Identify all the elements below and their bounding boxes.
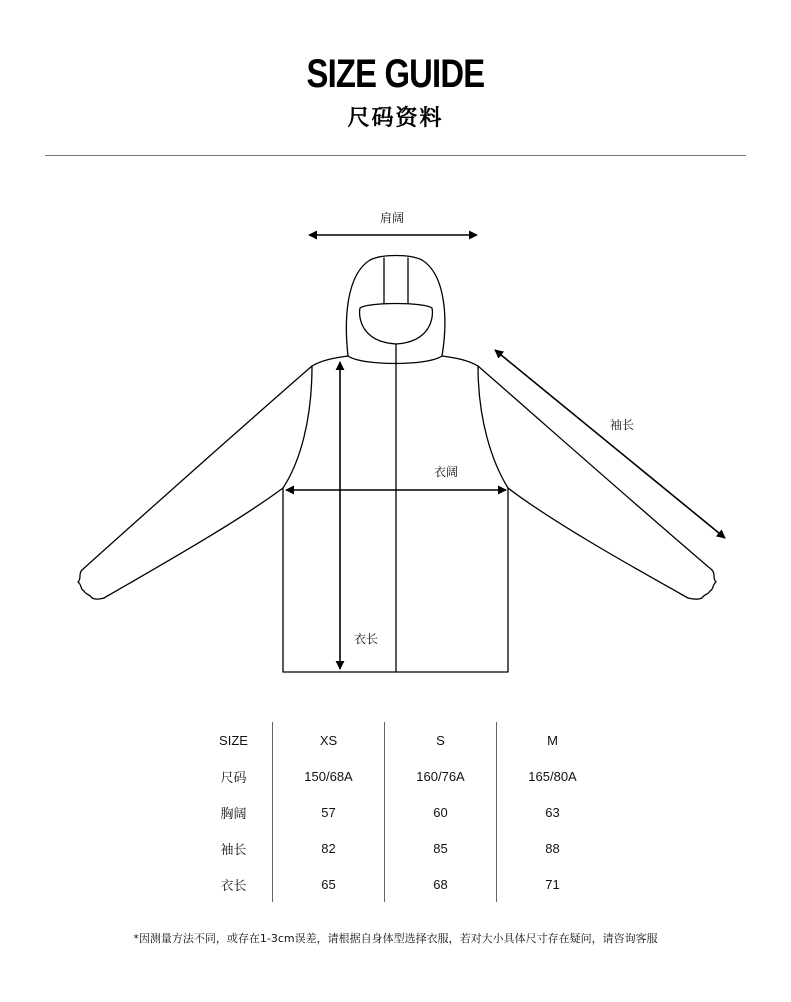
right-sleeve [478, 366, 712, 598]
table-cell: SIZE [219, 732, 248, 748]
chest-label: 衣阔 [434, 465, 459, 479]
left-sleeve [82, 366, 312, 598]
measurement-footnote: *因测量方法不同，或存在1-3cm误差，请根据自身体型选择衣服，若对大小具体尺寸存在疑问，请咨询客服 [133, 932, 658, 945]
table-cell: M [497, 722, 609, 758]
shoulder-label: 肩阔 [380, 211, 405, 225]
hood-seams [384, 258, 408, 303]
right-cuff [688, 570, 716, 599]
left-shoulder [312, 356, 348, 366]
size-table [195, 722, 608, 902]
table-cell: 65 [273, 866, 385, 902]
table-row [195, 722, 608, 758]
hood-opening [360, 304, 433, 345]
table-cell: 165/80A [497, 758, 609, 794]
table-cell: 88 [497, 830, 609, 866]
table-cell: 衣长 [220, 877, 247, 893]
table-cell: 160/76A [385, 758, 497, 794]
table-cell: 63 [497, 794, 609, 830]
table-cell: 60 [385, 794, 497, 830]
left-armhole [283, 366, 312, 488]
table-cell: 尺码 [220, 769, 247, 785]
table-row [195, 794, 608, 830]
size-guide-title: SIZE GUIDE [306, 52, 485, 96]
table-cell: 82 [273, 830, 385, 866]
length-label: 衣长 [354, 632, 379, 646]
size-guide-subtitle: 尺码资料 [347, 106, 444, 131]
table-row [195, 830, 608, 866]
table-cell: 150/68A [273, 758, 385, 794]
table-cell: 71 [497, 866, 609, 902]
table-cell: 胸阔 [220, 805, 247, 821]
table-cell: 袖长 [220, 841, 247, 857]
table-cell: 85 [385, 830, 497, 866]
table-cell: 68 [385, 866, 497, 902]
table-cell: S [385, 722, 497, 758]
table-cell: 57 [273, 794, 385, 830]
table-cell: XS [273, 722, 385, 758]
table-row [195, 866, 608, 902]
sleeve-arrow [495, 350, 725, 538]
left-cuff [78, 570, 104, 599]
sleeve-label: 袖长 [610, 418, 635, 432]
right-shoulder [442, 356, 478, 366]
table-row [195, 758, 608, 794]
right-armhole [478, 366, 508, 488]
